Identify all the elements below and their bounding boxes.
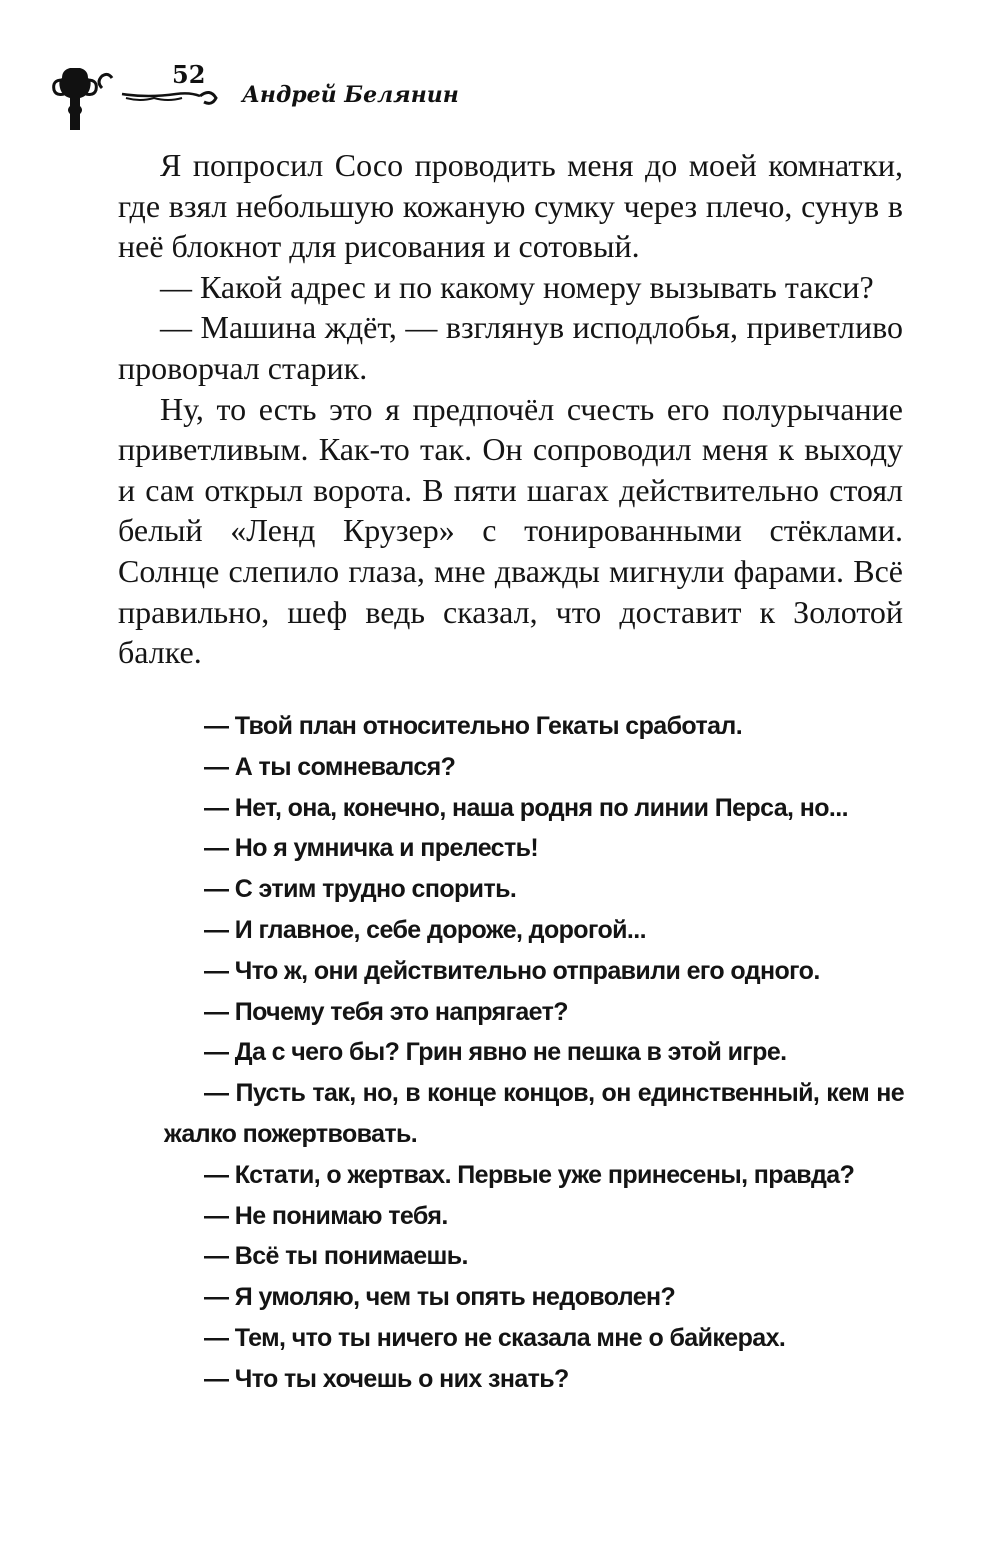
dialogue-line: — Тем, что ты ничего не сказала мне о байкерах.	[204, 1323, 786, 1352]
dialogue-line: — Я умоляю, чем ты опять недоволен?	[204, 1283, 676, 1312]
dialogue-line: — Нет, она, конечно, наша родня по линии Перса, но...	[204, 793, 848, 822]
paragraph: — Машина ждёт, — взглянув исподлобья, приветливо проворчал старик.	[118, 309, 903, 386]
running-header	[40, 58, 460, 138]
dialogue-line: — Пусть так, но, в конце концов, он единственный, кем не жалко пожертвовать.	[164, 1079, 904, 1148]
dialogue-line: — Но я умничка и прелесть!	[204, 834, 539, 863]
dialogue-line: — Что ж, они действительно отправили его одного.	[204, 956, 820, 985]
page-number: 52	[172, 60, 206, 89]
dialogue-line: — Кстати, о жертвах. Первые уже принесены, правда?	[204, 1160, 855, 1189]
dialogue-line: — Твой план относительно Гекаты сработал.	[204, 712, 743, 740]
dialogue-line: — Что ты хочешь о них знать?	[204, 1364, 569, 1393]
dialogue-line: — Не понимаю тебя.	[204, 1201, 448, 1230]
dialogue-block	[164, 706, 904, 1400]
dialogue-line: — Да с чего бы? Грин явно не пешка в этой игре.	[204, 1038, 787, 1067]
dialogue-line: — Почему тебя это напрягает?	[204, 997, 568, 1026]
paragraph: Я попросил Сосо проводить меня до моей комнатки, где взял небольшую кожаную сумку через плечо, сунув в неё блокнот для рисования и сотовый.	[118, 147, 903, 265]
narrative-text	[118, 145, 903, 673]
paragraph: — Какой адрес и по какому номеру вызывать такси?	[160, 268, 874, 305]
dialogue-line: — А ты сомневался?	[204, 752, 456, 781]
dialogue-line: — С этим трудно спорить.	[204, 875, 517, 904]
dialogue-line: — И главное, себе дороже, дорогой...	[204, 915, 646, 944]
dialogue-line: — Всё ты понимаешь.	[204, 1242, 468, 1271]
amphora-icon	[40, 58, 240, 138]
author-name: Андрей Белянин	[242, 82, 459, 108]
paragraph: Ну, то есть это я предпочёл счесть его полурычание приветливым. Как-то так. Он сопроводил меня к выходу и сам открыл ворота. В пяти шагах действительно стоял белый «Ленд Крузер» с тонированными стёклами. Солнце слепило глаза, мне дважды мигнули фарами. Всё правильно, шеф ведь сказал, что доставит к Золотой балке.	[118, 390, 903, 671]
